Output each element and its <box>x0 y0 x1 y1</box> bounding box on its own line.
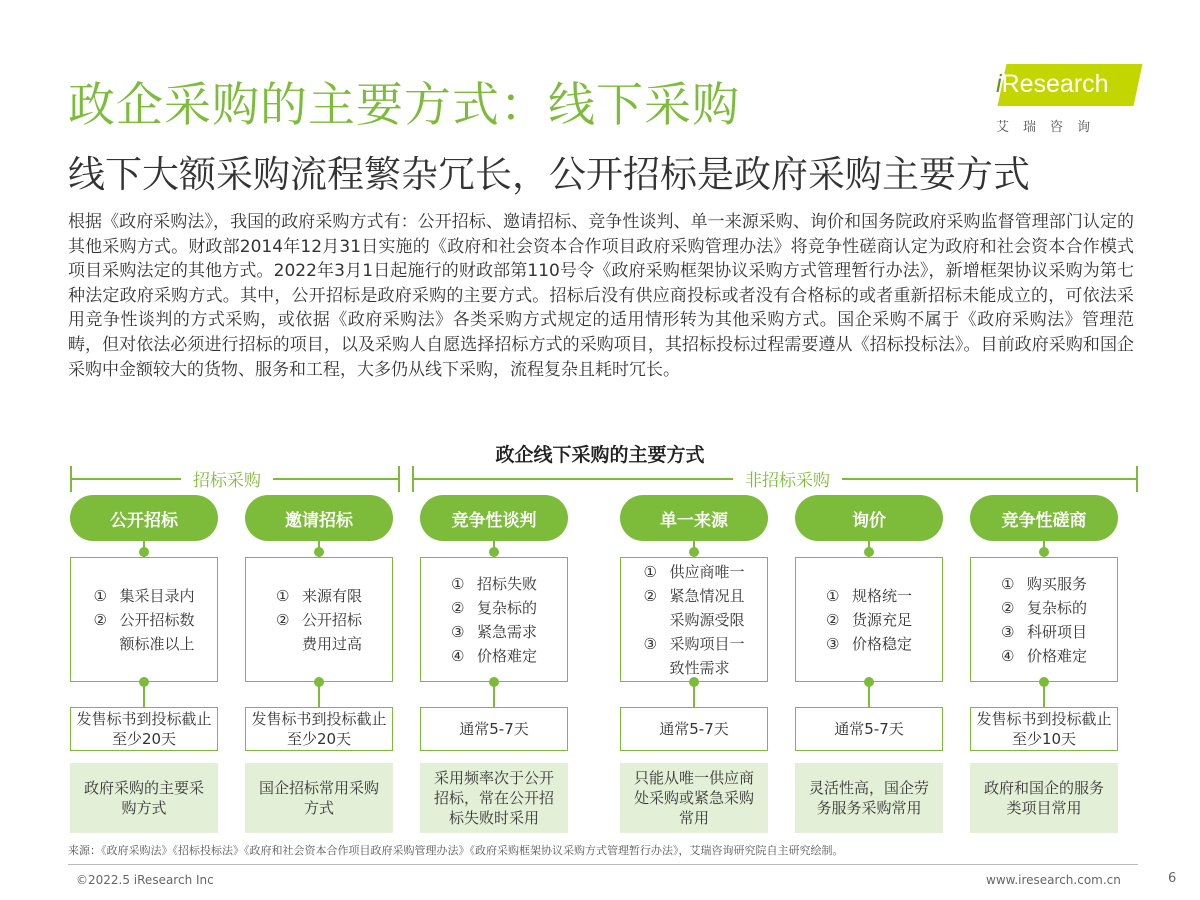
condition-item <box>826 584 912 608</box>
page-title: 政企采购的主要方式：线下采购 <box>68 78 740 133</box>
group-label-non-bidding: 非招标采购 <box>733 466 842 491</box>
usage-note: 政府和国企的服务类项目常用 <box>970 763 1118 833</box>
condition-item <box>276 608 362 632</box>
bracket-right-end <box>1136 466 1138 492</box>
condition-number <box>93 632 119 656</box>
condition-number: ② <box>93 610 107 629</box>
condition-text: 供应商唯一 <box>669 562 745 581</box>
condition-item <box>451 620 537 644</box>
source-note: 来源：《政府采购法》《招标投标法》《政府和社会资本合作项目政府采购管理办法》《政府采购框架协议采购方式管理暂行办法》，艾瑞咨询研究院自主研究绘制。 <box>68 844 844 857</box>
condition-number: ④ <box>1000 646 1015 665</box>
intro-text: 根据《政府采购法》，我国的政府采购方式有：公开招标、邀请招标、竞争性谈判、单一来源采购、询价和国务院政府采购监督管理部门认定的其他采购方式。财政部2014年12月31日实施的《政府和社会资本合作项目政府采购管理办法》将竞争性磋商认定为政府和社会资本合作模式项目采购法定的其他方式。2022年3月1日起施行的财政部第110号令《政府采购框架协议采购方式管理暂行办法》，新增框架协议采购为第七种法定政府采购方式。其中，公开招标是政府采购的主要方式。招标后没有供应商投标或者没有合格标的或者重新招标未能成立的，可依法采用竞争性谈判的方式采购，或依据《政府采购法》各类采购方式规定的适用情形转为其他采购方式。国企采购不属于《政府采购法》管理范畴，但对依法必须进行招标的项目，以及采购人自愿选择招标方式的采购项目，其招标投标过程需要遵从《招标投标法》。目前政府采购和国企采购中金额较大的货物、服务和工程，大多仍从线下采购，流程复杂且耗时冗长。 <box>68 212 1134 380</box>
usage-note: 采用频率次于公开招标，常在公开招标失败时采用 <box>420 763 568 833</box>
page-subtitle: 线下大额采购流程繁杂冗长，公开招标是政府采购主要方式 <box>68 153 1030 196</box>
condition-item <box>1001 620 1087 644</box>
condition-number: ① <box>825 586 840 605</box>
group-label-bidding: 招标采购 <box>181 466 273 491</box>
condition-item <box>826 608 912 632</box>
condition-item <box>451 572 537 596</box>
condition-number: ② <box>643 586 657 605</box>
condition-item <box>276 584 362 608</box>
condition-number: ③ <box>450 622 465 641</box>
condition-text: 采购项目一 <box>669 634 745 653</box>
conditions-box <box>245 557 393 682</box>
condition-item <box>93 632 194 656</box>
condition-text: 科研项目 <box>1026 622 1087 641</box>
method-name: 单一来源 <box>620 495 768 541</box>
condition-text: 公开招标数 <box>119 610 195 629</box>
logo-tagline: 艾瑞咨询 <box>996 120 1105 135</box>
condition-item <box>93 608 194 632</box>
condition-number <box>643 656 669 680</box>
condition-text: 公开招标 <box>301 610 362 629</box>
time-box: 发售标书到投标截止至少10天 <box>970 707 1118 751</box>
condition-text: 购买服务 <box>1026 574 1087 593</box>
condition-item <box>643 656 744 680</box>
condition-text: 复杂标的 <box>1026 598 1087 617</box>
condition-number <box>643 608 669 632</box>
condition-item <box>643 584 744 608</box>
usage-note: 政府采购的主要采购方式 <box>70 763 218 833</box>
condition-number: ③ <box>1000 622 1015 641</box>
condition-number: ② <box>825 610 840 629</box>
method-name: 公开招标 <box>70 495 218 541</box>
conditions-box <box>420 557 568 682</box>
iresearch-logo <box>992 64 1140 134</box>
condition-number: ① <box>275 586 290 605</box>
bracket-left-end <box>398 466 400 492</box>
logo-wordmark: iResearch <box>996 70 1109 98</box>
condition-text: 紧急需求 <box>476 622 537 641</box>
condition-number: ③ <box>643 634 657 653</box>
method-name: 询价 <box>795 495 943 541</box>
time-box: 通常5-7天 <box>620 707 768 751</box>
time-box: 发售标书到投标截止至少20天 <box>70 707 218 751</box>
usage-note: 只能从唯一供应商处采购或紧急采购常用 <box>620 763 768 833</box>
connector-dot <box>139 547 149 557</box>
condition-item <box>451 596 537 620</box>
condition-item <box>1001 572 1087 596</box>
conditions-box <box>620 557 768 682</box>
condition-item <box>826 632 912 656</box>
time-box: 发售标书到投标截止至少20天 <box>245 707 393 751</box>
condition-item <box>1001 644 1087 668</box>
condition-number: ② <box>275 610 290 629</box>
condition-text: 紧急情况且 <box>669 586 745 605</box>
condition-text: 复杂标的 <box>476 598 537 617</box>
condition-text: 费用过高 <box>301 634 362 653</box>
connector-dot <box>489 547 499 557</box>
usage-note: 灵活性高，国企劳务服务采购常用 <box>795 763 943 833</box>
connector-dot <box>314 677 324 687</box>
condition-text: 货源充足 <box>851 610 912 629</box>
condition-number: ① <box>450 574 465 593</box>
footer-divider <box>68 864 1138 865</box>
connector-dot <box>139 677 149 687</box>
condition-number: ④ <box>450 646 465 665</box>
diagram-title: 政企线下采购的主要方式 <box>495 444 705 466</box>
website-link[interactable]: www.iresearch.com.cn <box>986 873 1121 887</box>
connector-dot <box>689 677 699 687</box>
connector-dot <box>314 547 324 557</box>
condition-number: ③ <box>825 634 840 653</box>
condition-text: 价格稳定 <box>851 634 912 653</box>
conditions-box <box>70 557 218 682</box>
condition-item <box>643 608 744 632</box>
condition-text: 招标失败 <box>476 574 537 593</box>
time-box: 通常5-7天 <box>420 707 568 751</box>
copyright: ©2022.5 iResearch Inc <box>76 873 214 887</box>
condition-item <box>93 584 194 608</box>
condition-text: 采购源受限 <box>669 610 745 629</box>
condition-item <box>451 644 537 668</box>
condition-text: 来源有限 <box>301 586 362 605</box>
connector-dot <box>689 547 699 557</box>
connector-dot <box>489 677 499 687</box>
condition-item <box>276 632 362 656</box>
condition-number <box>276 632 302 656</box>
condition-text: 价格难定 <box>476 646 537 665</box>
condition-text: 致性需求 <box>669 658 730 677</box>
conditions-box <box>795 557 943 682</box>
condition-item <box>643 560 744 584</box>
conditions-box <box>970 557 1118 682</box>
time-box: 通常5-7天 <box>795 707 943 751</box>
condition-number: ① <box>1000 574 1015 593</box>
condition-number: ② <box>450 598 465 617</box>
method-name: 竞争性谈判 <box>420 495 568 541</box>
condition-number: ① <box>643 562 657 581</box>
method-name: 邀请招标 <box>245 495 393 541</box>
condition-number: ② <box>1000 598 1015 617</box>
condition-text: 集采目录内 <box>119 586 195 605</box>
condition-number: ① <box>93 586 107 605</box>
method-name: 竞争性磋商 <box>970 495 1118 541</box>
connector-dot <box>1039 677 1049 687</box>
condition-text: 额标准以上 <box>119 634 195 653</box>
connector-dot <box>1039 547 1049 557</box>
condition-item <box>1001 596 1087 620</box>
connector-dot <box>864 677 874 687</box>
connector-dot <box>864 547 874 557</box>
condition-text: 规格统一 <box>851 586 912 605</box>
intro-paragraph <box>68 210 1134 382</box>
usage-note: 国企招标常用采购方式 <box>245 763 393 833</box>
condition-text: 价格难定 <box>1026 646 1087 665</box>
condition-item <box>643 632 744 656</box>
page-number: 6 <box>1168 871 1177 886</box>
